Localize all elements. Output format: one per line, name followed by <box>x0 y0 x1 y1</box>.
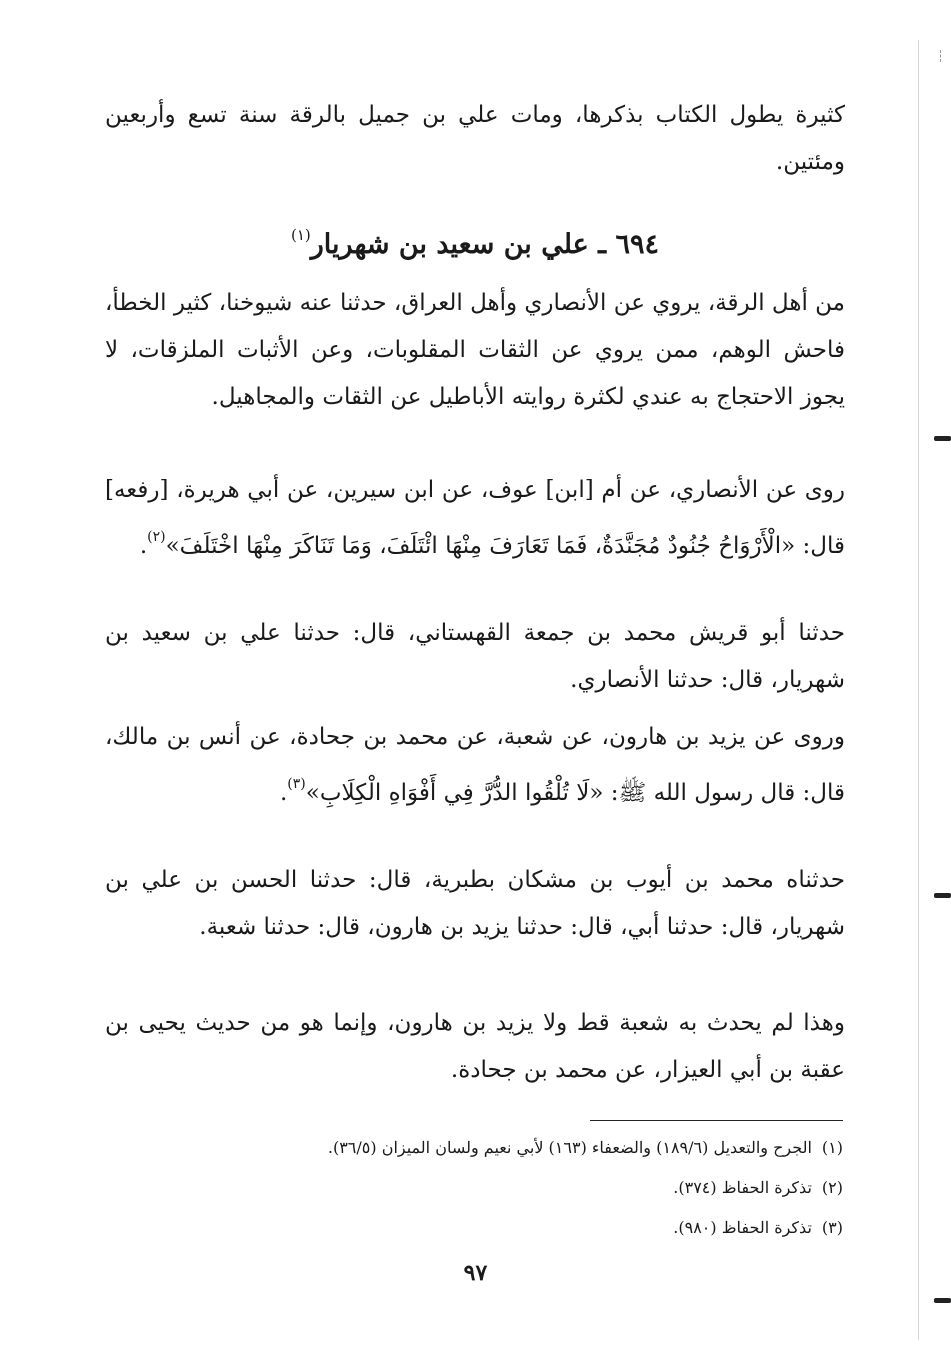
paragraph-6-text: وهذا لم يحدث به شعبة قط ولا يزيد بن هارون، وإنما هو من حديث يحيى بن عقبة بن أبي العيزار، عن محمد بن جحادة. <box>105 1010 845 1083</box>
footnote-number: (١) <box>821 1138 843 1157</box>
footnote-number: (٢) <box>821 1178 843 1197</box>
scan-edge-mark <box>934 436 951 441</box>
paragraph-5-text: حدثناه محمد بن أيوب بن مشكان بطبرية، قال: حدثنا الحسن بن علي بن شهريار، قال: حدثنا أبي، قال: حدثنا يزيد بن هارون، قال: حدثنا شعبة. <box>105 867 845 940</box>
entry-heading <box>105 210 845 270</box>
footnotes <box>105 1128 843 1248</box>
scan-edge-artifact <box>940 50 949 62</box>
paragraph-6 <box>105 1000 845 1094</box>
page-number: ٩٧ <box>463 1260 488 1286</box>
paragraph-2-text: روى عن الأنصاري، عن أم [ابن] عوف، عن ابن سيرين، عن أبي هريرة، [رفعه] قال: «الْأَرْوَاحُ جُنُودٌ مُجَنَّدَةٌ، فَمَا تَعَارَفَ مِنْهَا ائْتَلَفَ، وَمَا تَنَاكَرَ مِنْهَا اخْتَلَفَ» <box>105 477 845 559</box>
scan-edge-line <box>918 40 919 1340</box>
footnote-text: الجرح والتعديل (١٨٩/٦) والضعفاء (١٦٣) لأبي نعيم ولسان الميزان (٣٦/٥). <box>327 1138 812 1157</box>
paragraph-2 <box>105 467 845 570</box>
paragraph-3-text: حدثنا أبو قريش محمد بن جمعة القهستاني، قال: حدثنا علي بن سعيد بن شهريار، قال: حدثنا الأنصاري. <box>105 620 845 693</box>
footnote-2 <box>105 1168 843 1208</box>
paragraph-2-end: . <box>139 533 148 559</box>
footnote-number: (٣) <box>821 1218 843 1237</box>
footnote-ref-3: (٣) <box>287 776 306 792</box>
paragraph-4-end: . <box>279 780 288 806</box>
paragraph-1-text: من أهل الرقة، يروي عن الأنصاري وأهل العراق، حدثنا عنه شيوخنا، كثير الخطأ، فاحش الوهم، ممن يروي عن الثقات المقلوبات، وعن الأثبات الملزقات، لا يجوز الاحتجاج به عندي لكثرة روايته الأباطيل عن الثقات والمجاهيل. <box>104 290 845 410</box>
paragraph-4 <box>105 714 845 817</box>
footnote-ref-2: (٢) <box>147 529 166 545</box>
continuation-paragraph <box>105 92 845 186</box>
scan-edge-mark <box>934 1298 951 1303</box>
footnote-separator <box>590 1120 843 1121</box>
paragraph-3 <box>105 610 845 704</box>
paragraph-1 <box>105 280 845 421</box>
paragraph-5 <box>105 857 845 951</box>
continuation-text: كثيرة يطول الكتاب بذكرها، ومات علي بن جميل بالرقة سنة تسع وأربعين ومئتين. <box>105 102 845 175</box>
footnote-text: تذكرة الحفاظ (٣٧٤). <box>673 1178 812 1197</box>
entry-title: ٦٩٤ ـ علي بن سعيد بن شهريار <box>310 229 659 260</box>
entry-title-footnote-ref: (١) <box>290 226 311 244</box>
footnote-3 <box>105 1208 843 1248</box>
footnote-1 <box>105 1128 843 1168</box>
paragraph-4-text: وروى عن يزيد بن هارون، عن شعبة، عن محمد بن جحادة، عن أنس بن مالك، قال: قال رسول الله ﷺ: «لَا تُلْقُوا الدُّرَّ فِي أَفْوَاهِ الْكِلَابِ» <box>105 724 845 806</box>
scan-edge-mark <box>934 893 951 898</box>
footnote-text: تذكرة الحفاظ (٩٨٠). <box>673 1218 812 1237</box>
